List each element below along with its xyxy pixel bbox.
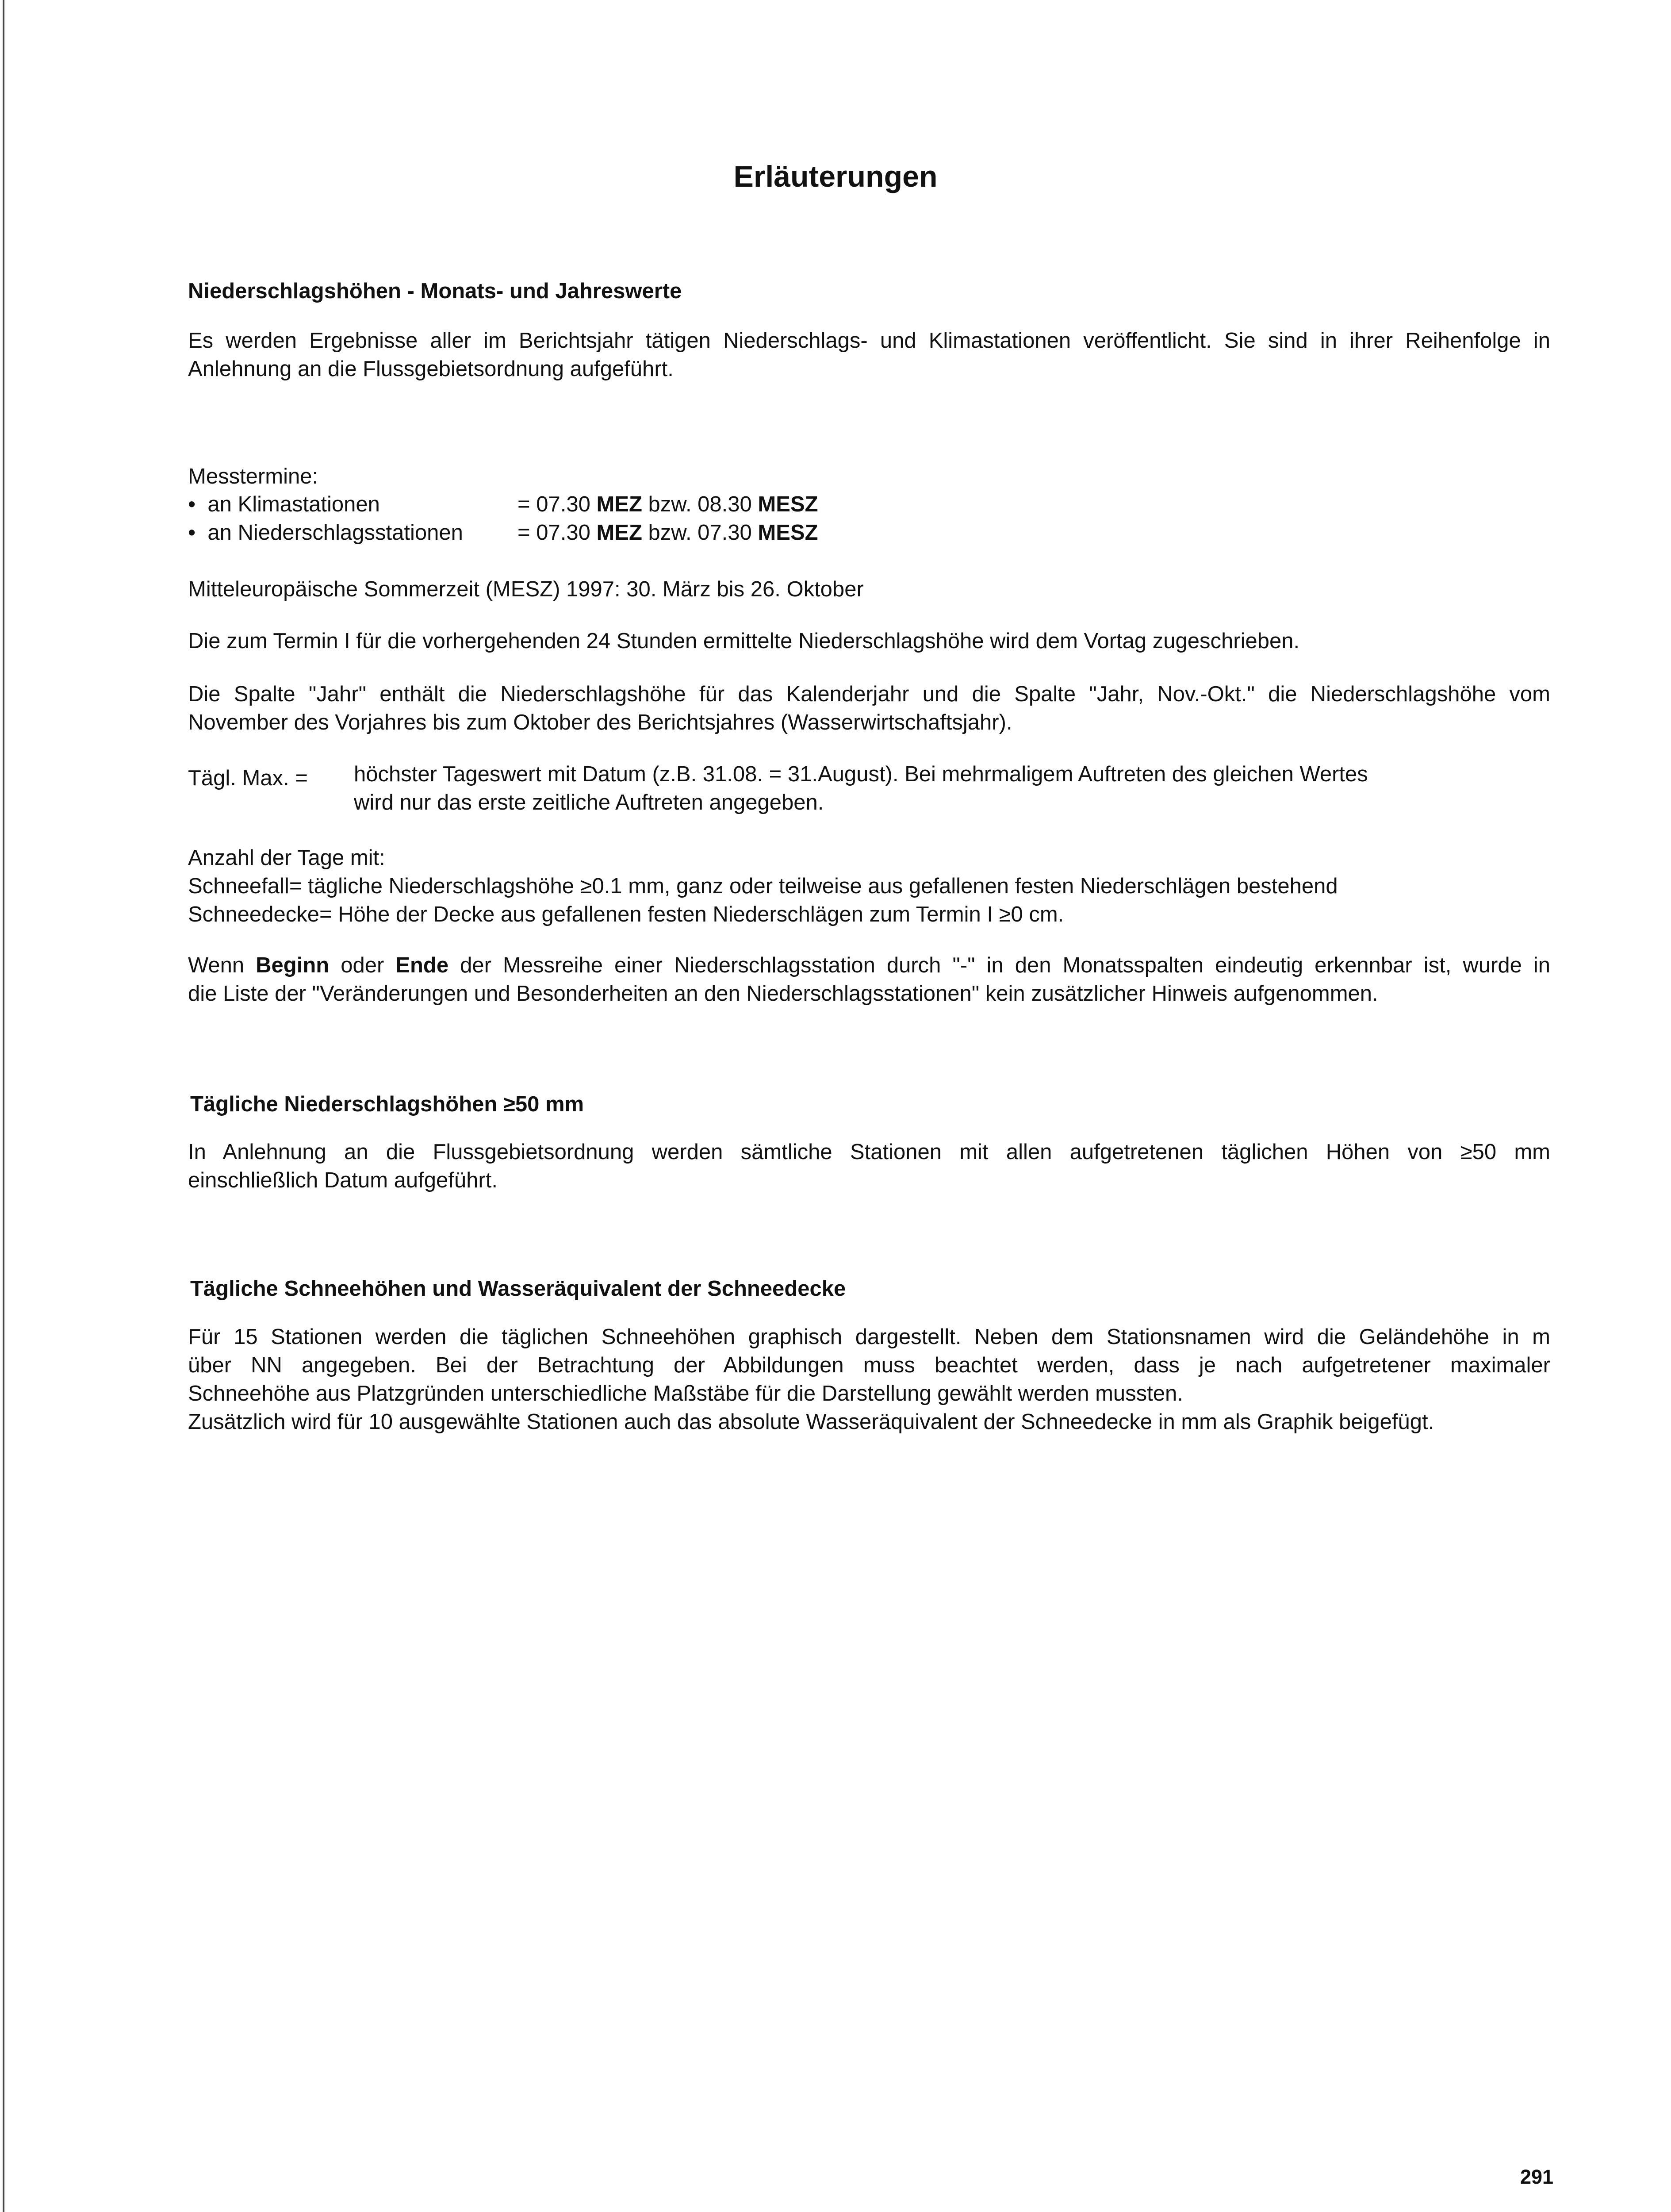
timezone-mez: MEZ (596, 521, 642, 545)
page-title: Erläuterungen (733, 160, 938, 193)
text-run: der Messreihe einer Niederschlagsstation durch "-" in den Monatsspalten eindeutig erkennbar ist, wurde in (448, 953, 1550, 977)
taegl-max-description (354, 760, 1368, 817)
page-number: 291 (1520, 2166, 1554, 2188)
time-value: bzw. 08.30 (642, 492, 758, 516)
paragraph-mesz: Mitteleuropäische Sommerzeit (MESZ) 1997: 30. März bis 26. Oktober (188, 577, 864, 601)
paragraph-spalte-jahr (188, 680, 1550, 737)
paragraph-line: über NN angegeben. Bei der Betrachtung der Abbildungen muss beachtet werden, dass je nach aufgetretener maximaler (188, 1353, 1550, 1377)
paragraph-line: In Anlehnung an die Flussgebietsordnung werden sämtliche Stationen mit allen aufgetretenen täglichen Höhen von ≥50 mm (188, 1140, 1550, 1164)
paragraph-line: November des Vorjahres bis zum Oktober des Berichtsjahres (Wasserwirtschaftsjahr). (188, 710, 1012, 734)
bullet-niederschlagsstationen (188, 520, 463, 545)
section-heading-monats-jahreswerte: Niederschlagshöhen - Monats- und Jahreswerte (188, 279, 682, 303)
paragraph-line: Anlehnung an die Flussgebietsordnung aufgeführt. (188, 357, 674, 381)
paragraph-line: höchster Tageswert mit Datum (z.B. 31.08. = 31.August). Bei mehrmaligem Auftreten des gleichen Wertes (354, 762, 1368, 786)
taegl-max-label: Tägl. Max. = (188, 766, 308, 790)
time-value: bzw. 07.30 (642, 521, 758, 545)
scan-edge (3, 0, 4, 2212)
paragraph-intro (188, 326, 1550, 383)
messtermine-label: Messtermine: (188, 465, 318, 488)
paragraph-line: Zusätzlich wird für 10 ausgewählte Stationen auch das absolute Wasseräquivalent der Schneedecke in mm als Graphik beigefügt. (188, 1410, 1434, 1434)
timezone-mesz: MESZ (758, 521, 818, 545)
paragraph-line: Für 15 Stationen werden die täglichen Schneehöhen graphisch dargestellt. Neben dem Stationsnamen wird die Geländehöhe in m (188, 1325, 1550, 1349)
time-value: = 07.30 (517, 492, 597, 516)
messtermin-klimastationen (517, 492, 818, 517)
paragraph-line: Schneehöhe aus Platzgründen unterschiedliche Maßstäbe für die Darstellung gewählt werden mussten. (188, 1382, 1183, 1406)
bullet-label: an Klimastationen (207, 492, 380, 516)
paragraph-line: die Liste der "Veränderungen und Besonderheiten an den Niederschlagsstationen" kein zusätzlicher Hinweis aufgenommen. (188, 982, 1378, 1006)
bold-ende: Ende (395, 953, 449, 977)
paragraph-schneehoehen (188, 1323, 1550, 1436)
paragraph-line: wird nur das erste zeitliche Auftreten angegeben. (354, 791, 824, 814)
bullet-icon: • (188, 521, 208, 545)
paragraph-taegliche-hoehen (188, 1138, 1550, 1194)
paragraph-line: Die Spalte "Jahr" enthält die Niederschlagshöhe für das Kalenderjahr und die Spalte "Jahr, Nov.-Okt." die Niederschlagshöhe vom (188, 682, 1550, 706)
paragraph-line (188, 951, 1550, 979)
paragraph-line: Es werden Ergebnisse aller im Berichtsjahr tätigen Niederschlags- und Klimastationen veröffentlicht. Sie sind in ihrer Reihenfolge in (188, 329, 1550, 353)
bullet-label: an Niederschlagsstationen (207, 521, 463, 545)
text-run: Wenn (188, 953, 256, 977)
bold-beginn: Beginn (256, 953, 330, 977)
messtermin-niederschlagsstationen (517, 520, 818, 545)
section-heading-schneehoehen: Tägliche Schneehöhen und Wasseräquivalent der Schneedecke (190, 1277, 846, 1301)
paragraph-beginn-ende (188, 951, 1550, 1008)
anzahl-label: Anzahl der Tage mit: (188, 846, 385, 870)
timezone-mesz: MESZ (758, 492, 818, 516)
bullet-klimastationen (188, 492, 380, 517)
schneefall-definition: Schneefall= tägliche Niederschlagshöhe ≥0.1 mm, ganz oder teilweise aus gefallenen festen Niederschlägen bestehend (188, 874, 1338, 898)
paragraph-line: einschließlich Datum aufgeführt. (188, 1168, 498, 1192)
text-run: oder (329, 953, 396, 977)
time-value: = 07.30 (517, 521, 597, 545)
anzahl-tage-block (188, 844, 1338, 929)
section-heading-taegliche-niederschlagshoehen: Tägliche Niederschlagshöhen ≥50 mm (190, 1092, 584, 1116)
timezone-mez: MEZ (596, 492, 642, 516)
paragraph-termin: Die zum Termin I für die vorhergehenden 24 Stunden ermittelte Niederschlagshöhe wird dem Vortag zugeschrieben. (188, 629, 1300, 653)
schneedecke-definition: Schneedecke= Höhe der Decke aus gefallenen festen Niederschlägen zum Termin I ≥0 cm. (188, 902, 1064, 926)
bullet-icon: • (188, 492, 208, 516)
